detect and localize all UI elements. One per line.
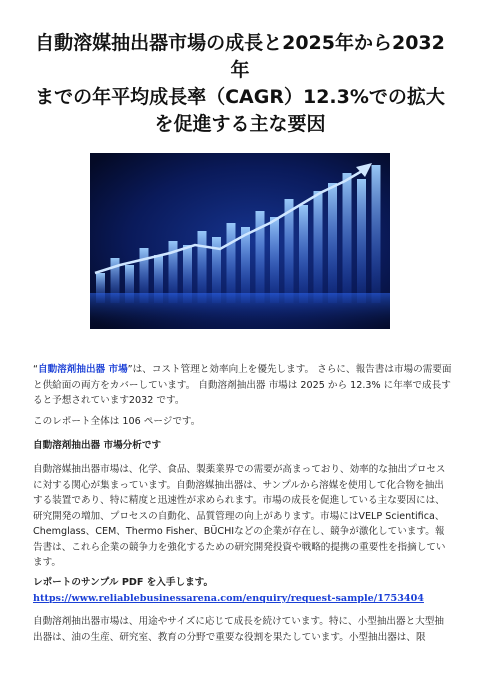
- hero-bar: [227, 223, 236, 303]
- sample-heading: レポートのサンプル PDF を入手します。 https://www.reliablebusinessarena.com/enquiry/request-sample/1753404: [33, 577, 424, 604]
- intro-paragraph: “自動溶剤抽出器 市場”は、コスト管理と効率向上を優先します。 さらに、報告書は市場の需要面と供給面の両方をカバーしています。 自動溶剤抽出器 市場は 2025 から 12.3% に年率で成長すると予想されています2032 です。: [33, 364, 452, 406]
- title-line-3: を促進する主な要因: [154, 113, 326, 135]
- hero-bar: [314, 191, 323, 303]
- hero-bar: [372, 165, 381, 303]
- sample-url-link[interactable]: https://www.reliablebusinessarena.com/enquiry/request-sample/1753404: [33, 592, 424, 604]
- pages-line: このレポート全体は 106 ページです。: [33, 416, 201, 427]
- hero-bar: [343, 173, 352, 303]
- final-paragraph: 自動溶剤抽出器市場は、用途やサイズに応じて成長を続けています。特に、小型抽出器と大型抽出器は、油の生産、研究室、教育の分野で重要な役割を果たしています。小型抽出器は、限: [33, 616, 444, 643]
- analysis-paragraph: 自動溶媒抽出器市場は、化学、食品、製薬業界での需要が高まっており、効率的な抽出プロセスに対する関心が集まっています。自動溶媒抽出器は、サンプルから溶媒を使用して化合物を抽出する装置であり、特に精度と迅速性が求められます。市場の成長を促進している主な要因には、研究開発の増加、プロセスの自動化、品質管理の向上があります。市場にはVELP Scientifica、Chemglass、CEM、Thermo Fisher、BÜCHIなどの企業が存在し、競争が激化しています。報告書は、これら企業の競争力を強化するための研究開発投資や戦略的提携の重要性を指摘しています。: [33, 464, 446, 568]
- title-line-2: までの年平均成長率（CAGR）12.3%での拡大: [35, 86, 445, 108]
- hero-bar: [198, 231, 207, 303]
- market-link[interactable]: 自動溶剤抽出器 市場: [37, 364, 128, 375]
- page-title: [30, 30, 450, 138]
- hero-bar: [256, 211, 265, 303]
- hero-bar: [299, 205, 308, 303]
- hero-bar: [241, 227, 250, 303]
- analysis-heading: 自動溶剤抽出器 市場分析です: [33, 440, 162, 451]
- hero-bar: [328, 183, 337, 303]
- hero-bar: [270, 217, 279, 303]
- hero-bar: [357, 179, 366, 303]
- title-line-1: 自動溶媒抽出器市場の成長と2025年から2032年: [35, 32, 445, 81]
- hero-growth-image: [90, 153, 390, 329]
